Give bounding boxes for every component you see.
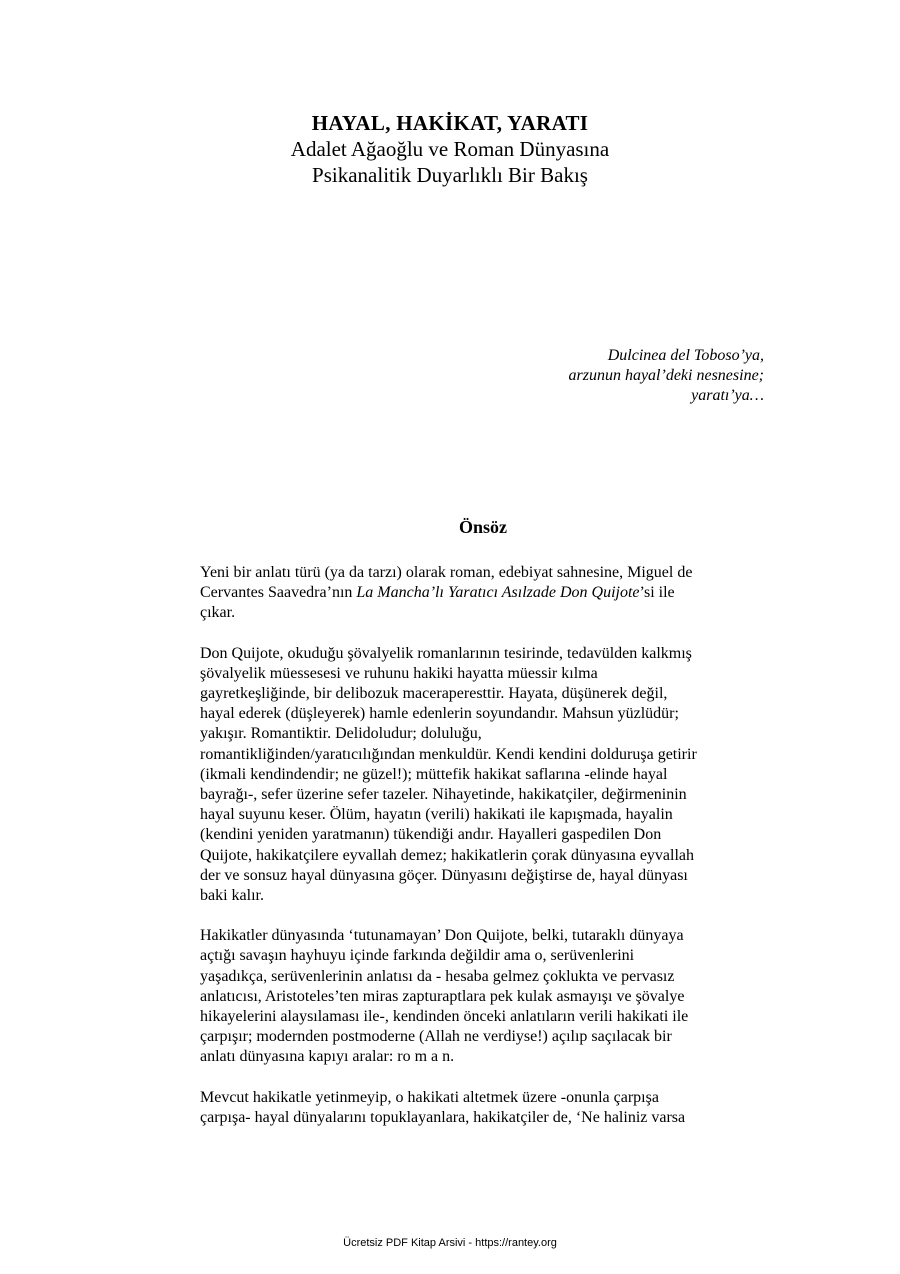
- paragraph-line: [200, 583, 775, 603]
- paragraph-line: anlatı dünyasına kapıyı aralar: ro m a n.: [200, 1048, 455, 1066]
- document-subtitle-line-2: Psikanalitik Duyarlıklı Bir Bakış: [312, 163, 588, 187]
- paragraph: [200, 563, 775, 624]
- paragraph-line: romantikliğinden/yaratıcılığından menkuldür. Kendi kendini dolduruşa getirir: [200, 745, 697, 763]
- paragraph: [200, 926, 775, 1067]
- paragraph-line: Mevcut hakikatle yetinmeyip, o hakikati altetmek üzere -onunla çarpışa: [200, 1088, 659, 1106]
- paragraph-line: hayal suyunu keser. Ölüm, hayatın (verili) hakikati ile kapışmada, hayalin: [200, 806, 673, 824]
- title-block: [0, 110, 900, 188]
- book-title: La Mancha’lı Yaratıcı Asılzade Don Quijote: [356, 584, 640, 602]
- paragraph-line: çarpışır; modernden postmoderne (Allah ne verdiyse!) açılıp saçılacak bir: [200, 1028, 672, 1046]
- paragraph-line: (kendini yeniden yaratmanın) tükendiği andır. Hayalleri gaspedilen Don: [200, 826, 662, 844]
- paragraph-line: hikayelerini alaysılaması ile-, kendinden önceki anlatıların verili hakikati ile: [200, 1008, 689, 1026]
- footer-watermark: Ücretsiz PDF Kitap Arsivi - https://rantey.org: [343, 1237, 557, 1249]
- paragraph-line: gayretkeşliğinde, bir delibozuk maceraperesttir. Hayata, düşünerek değil,: [200, 685, 668, 703]
- document-subtitle-line-1: Adalet Ağaoğlu ve Roman Dünyasına: [290, 137, 610, 161]
- paragraph: [200, 644, 775, 907]
- paragraph-line: yaşadıkça, serüvenlerinin anlatısı da - hesaba gelmez çoklukta ve pervasız: [200, 967, 675, 985]
- paragraph-line: şövalyelik müessesesi ve ruhunu hakiki hayatta müessir kılma: [200, 664, 598, 682]
- paragraph-line: Don Quijote, okuduğu şövalyelik romanlarının tesirinde, tedavülden kalkmış: [200, 644, 692, 662]
- paragraph-text: Cervantes Saavedra’nın: [200, 584, 357, 602]
- paragraph-line: bayrağı-, sefer üzerine sefer tazeler. Nihayetinde, hakikatçiler, değirmeninin: [200, 786, 687, 804]
- paragraph-line: çarpışa- hayal dünyalarını topuklayanlara, hakikatçiler de, ‘Ne haliniz varsa: [200, 1108, 686, 1126]
- epigraph-line: yaratı’ya…: [691, 387, 764, 404]
- paragraph-line: anlatıcısı, Aristoteles’ten miras zapturaptlara pek kulak asmayışı ve şövalye: [200, 987, 685, 1005]
- paragraph-line: Yeni bir anlatı türü (ya da tarzı) olarak roman, edebiyat sahnesine, Miguel de: [200, 564, 693, 581]
- paragraph-text: ’si ile: [639, 584, 675, 602]
- paragraph-line: yakışır. Romantiktir. Delidoludur; doluluğu,: [200, 725, 482, 743]
- paragraph-line: hayal ederek (düşleyerek) hamle edenlerin soyundandır. Mahsun yüzlüdür;: [200, 705, 679, 723]
- paragraph-line: açtığı savaşın hayhuyu içinde farkında değildir ama o, serüvenlerini: [200, 947, 635, 965]
- epigraph: [568, 346, 764, 406]
- paragraph-line: Quijote, hakikatçilere eyvallah demez; hakikatlerin çorak dünyasına eyvallah: [200, 846, 695, 864]
- paragraph-line: (ikmali kendindendir; ne güzel!); müttefik hakikat saflarına -elinde hayal: [200, 765, 668, 783]
- section-heading: Önsöz: [458, 517, 507, 537]
- epigraph-line: arzunun hayal’deki nesnesine;: [568, 367, 764, 384]
- paragraph-line: Hakikatler dünyasında ‘tutunamayan’ Don Quijote, belki, tutaraklı dünyaya: [200, 927, 684, 945]
- body-text: [200, 563, 775, 1148]
- paragraph-line: der ve sonsuz hayal dünyasına göçer. Dünyasını değiştirse de, hayal dünyası: [200, 866, 688, 884]
- epigraph-line: Dulcinea del Toboso’ya,: [607, 347, 764, 364]
- paragraph: [200, 1088, 775, 1128]
- paragraph-line: baki kalır.: [200, 887, 264, 905]
- document-title: HAYAL, HAKİKAT, YARATI: [311, 111, 589, 135]
- paragraph-line: çıkar.: [200, 604, 236, 622]
